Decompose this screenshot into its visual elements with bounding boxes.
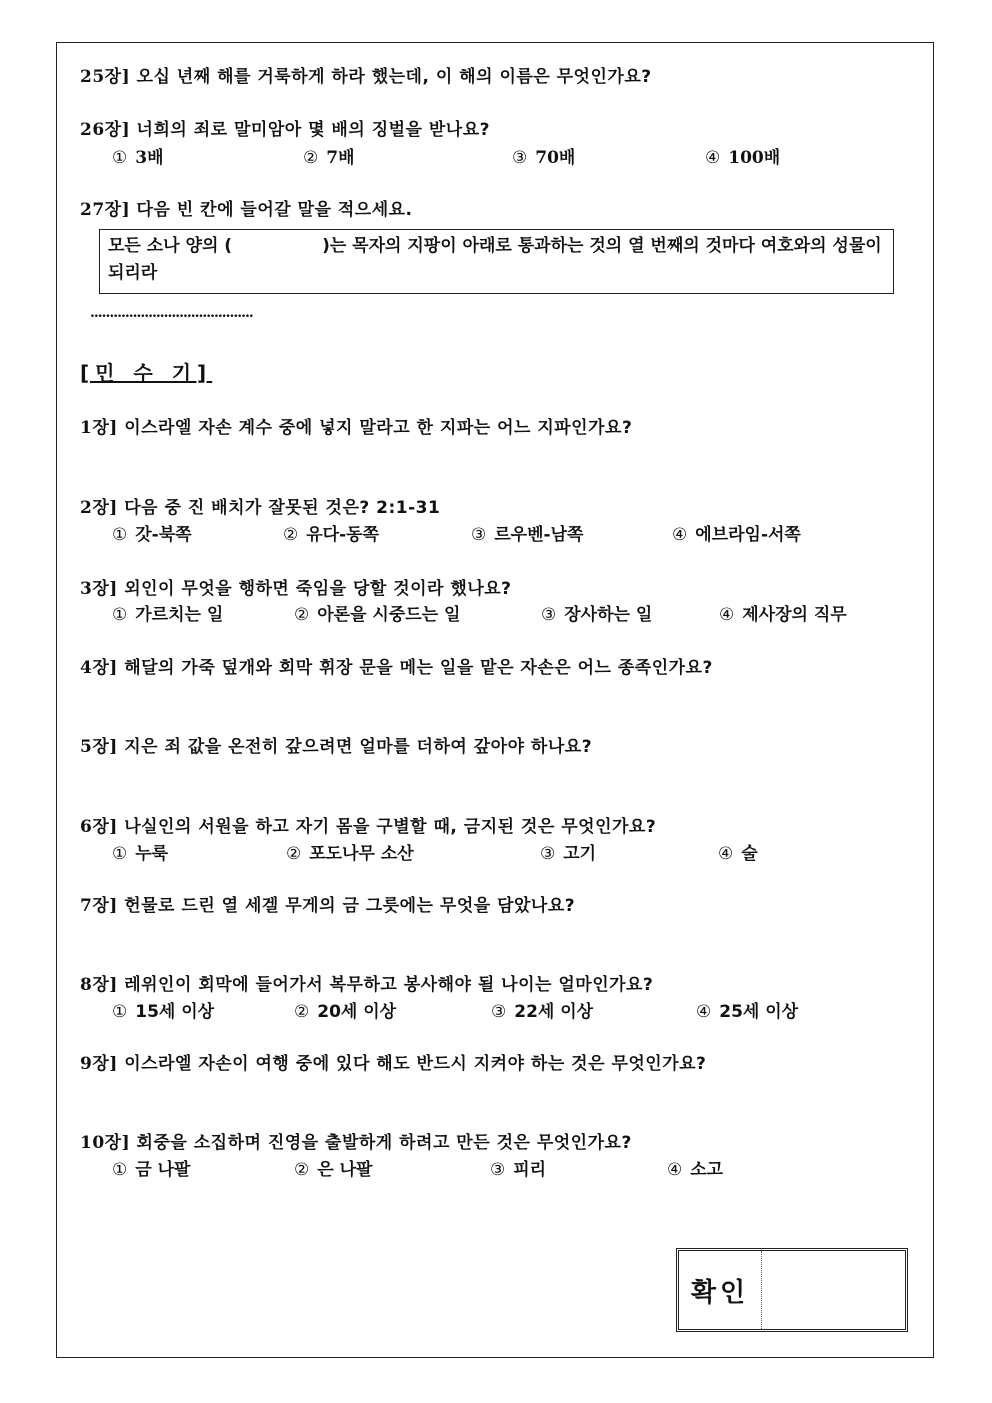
question-text: 헌물로 드린 열 세겔 무게의 금 그릇에는 무엇을 담았나요? <box>117 896 576 916</box>
option-3[interactable]: ③ 70배 <box>512 148 576 168</box>
question-text: 나실인의 서원을 하고 자기 몸을 구별할 때, 금지된 것은 무엇인가요? <box>117 817 657 837</box>
question-number: 5장] <box>80 737 118 757</box>
question-10 <box>80 1128 632 1153</box>
option-4[interactable]: ④ 에브라임-서쪽 <box>672 525 801 545</box>
option-4[interactable]: ④ 술 <box>718 844 758 864</box>
option-1[interactable]: ① 누룩 <box>112 844 169 864</box>
option-1[interactable]: ① 3배 <box>112 148 164 168</box>
question-number: 6장] <box>80 817 118 837</box>
option-2[interactable]: ② 포도나무 소산 <box>286 844 414 864</box>
question-number: 9장] <box>80 1054 118 1074</box>
option-3[interactable]: ③ 르우벤-남쪽 <box>471 525 584 545</box>
option-4[interactable]: ④ 소고 <box>667 1160 724 1180</box>
question-25 <box>80 62 652 87</box>
question-number: 8장] <box>80 975 118 995</box>
question-text: 다음 중 진 배치가 잘못된 것은? 2:1-31 <box>117 498 441 518</box>
blank-text-after: )는 목자의 지팡이 아래로 통과하는 것의 열 번째의 것마다 여호와의 성물이 되리라 <box>108 236 882 283</box>
question-text: 레위인이 회막에 들어가서 복무하고 봉사해야 될 나이는 얼마인가요? <box>117 975 654 995</box>
question-text: 오십 년째 해를 거룩하게 하라 했는데, 이 해의 이름은 무엇인가요? <box>130 67 652 87</box>
question-number: 3장] <box>80 579 118 599</box>
confirm-signature-area[interactable] <box>762 1251 905 1329</box>
option-2[interactable]: ② 20세 이상 <box>294 1002 397 1022</box>
dotted-divider: .......................................... <box>90 305 253 321</box>
question-26 <box>80 115 490 140</box>
question-text: 이스라엘 자손 계수 중에 넣지 말라고 한 지파는 어느 지파인가요? <box>117 418 633 438</box>
question-number: 25장] <box>80 67 131 87</box>
option-2[interactable]: ② 유다-동쪽 <box>283 525 379 545</box>
question-3 <box>80 574 512 599</box>
option-4[interactable]: ④ 25세 이상 <box>696 1002 799 1022</box>
question-2 <box>80 493 440 518</box>
question-text: 해달의 가죽 덮개와 회막 휘장 문을 메는 일을 맡은 자손은 어느 종족인가요? <box>117 658 713 678</box>
option-1[interactable]: ① 금 나팔 <box>112 1160 191 1180</box>
question-6 <box>80 812 656 837</box>
question-number: 10장] <box>80 1133 131 1153</box>
question-27 <box>80 195 413 220</box>
question-number: 4장] <box>80 658 118 678</box>
question-number: 26장] <box>80 120 131 140</box>
question-7 <box>80 891 575 916</box>
confirm-label: 확인 <box>679 1251 762 1329</box>
question-8 <box>80 970 653 995</box>
option-2[interactable]: ② 7배 <box>303 148 355 168</box>
question-text: 지은 죄 값을 온전히 갚으려면 얼마를 더하여 갚아야 하나요? <box>117 737 593 757</box>
section-title: [민 수 기] <box>80 361 213 385</box>
question-text: 이스라엘 자손이 여행 중에 있다 해도 반드시 지켜야 하는 것은 무엇인가요? <box>117 1054 707 1074</box>
question-text: 너희의 죄로 말미암아 몇 배의 징벌을 받나요? <box>130 120 491 140</box>
question-number: 1장] <box>80 418 118 438</box>
question-number: 7장] <box>80 896 118 916</box>
question-number: 27장] <box>80 200 131 220</box>
question-text: 외인이 무엇을 행하면 죽임을 당할 것이라 했나요? <box>117 579 512 599</box>
option-1[interactable]: ① 갓-북쪽 <box>112 525 192 545</box>
blank-text-before: 모든 소나 양의 ( <box>108 236 233 256</box>
option-2[interactable]: ② 아론을 시중드는 일 <box>294 605 461 625</box>
question-text: 회중을 소집하며 진영을 출발하게 하려고 만든 것은 무엇인가요? <box>130 1133 632 1153</box>
fill-in-blank-box <box>99 229 894 294</box>
option-3[interactable]: ③ 장사하는 일 <box>541 605 653 625</box>
question-9 <box>80 1049 706 1074</box>
question-1 <box>80 413 632 438</box>
option-2[interactable]: ② 은 나팔 <box>294 1160 373 1180</box>
question-text: 다음 빈 칸에 들어갈 말을 적으세요. <box>130 200 413 220</box>
question-4 <box>80 653 713 678</box>
question-number: 2장] <box>80 498 118 518</box>
option-3[interactable]: ③ 피리 <box>490 1160 547 1180</box>
option-4[interactable]: ④ 100배 <box>705 148 781 168</box>
question-5 <box>80 732 592 757</box>
option-1[interactable]: ① 가르치는 일 <box>112 605 224 625</box>
option-3[interactable]: ③ 22세 이상 <box>491 1002 594 1022</box>
option-4[interactable]: ④ 제사장의 직무 <box>719 605 847 625</box>
option-3[interactable]: ③ 고기 <box>540 844 597 864</box>
option-1[interactable]: ① 15세 이상 <box>112 1002 215 1022</box>
confirm-box <box>676 1248 908 1332</box>
